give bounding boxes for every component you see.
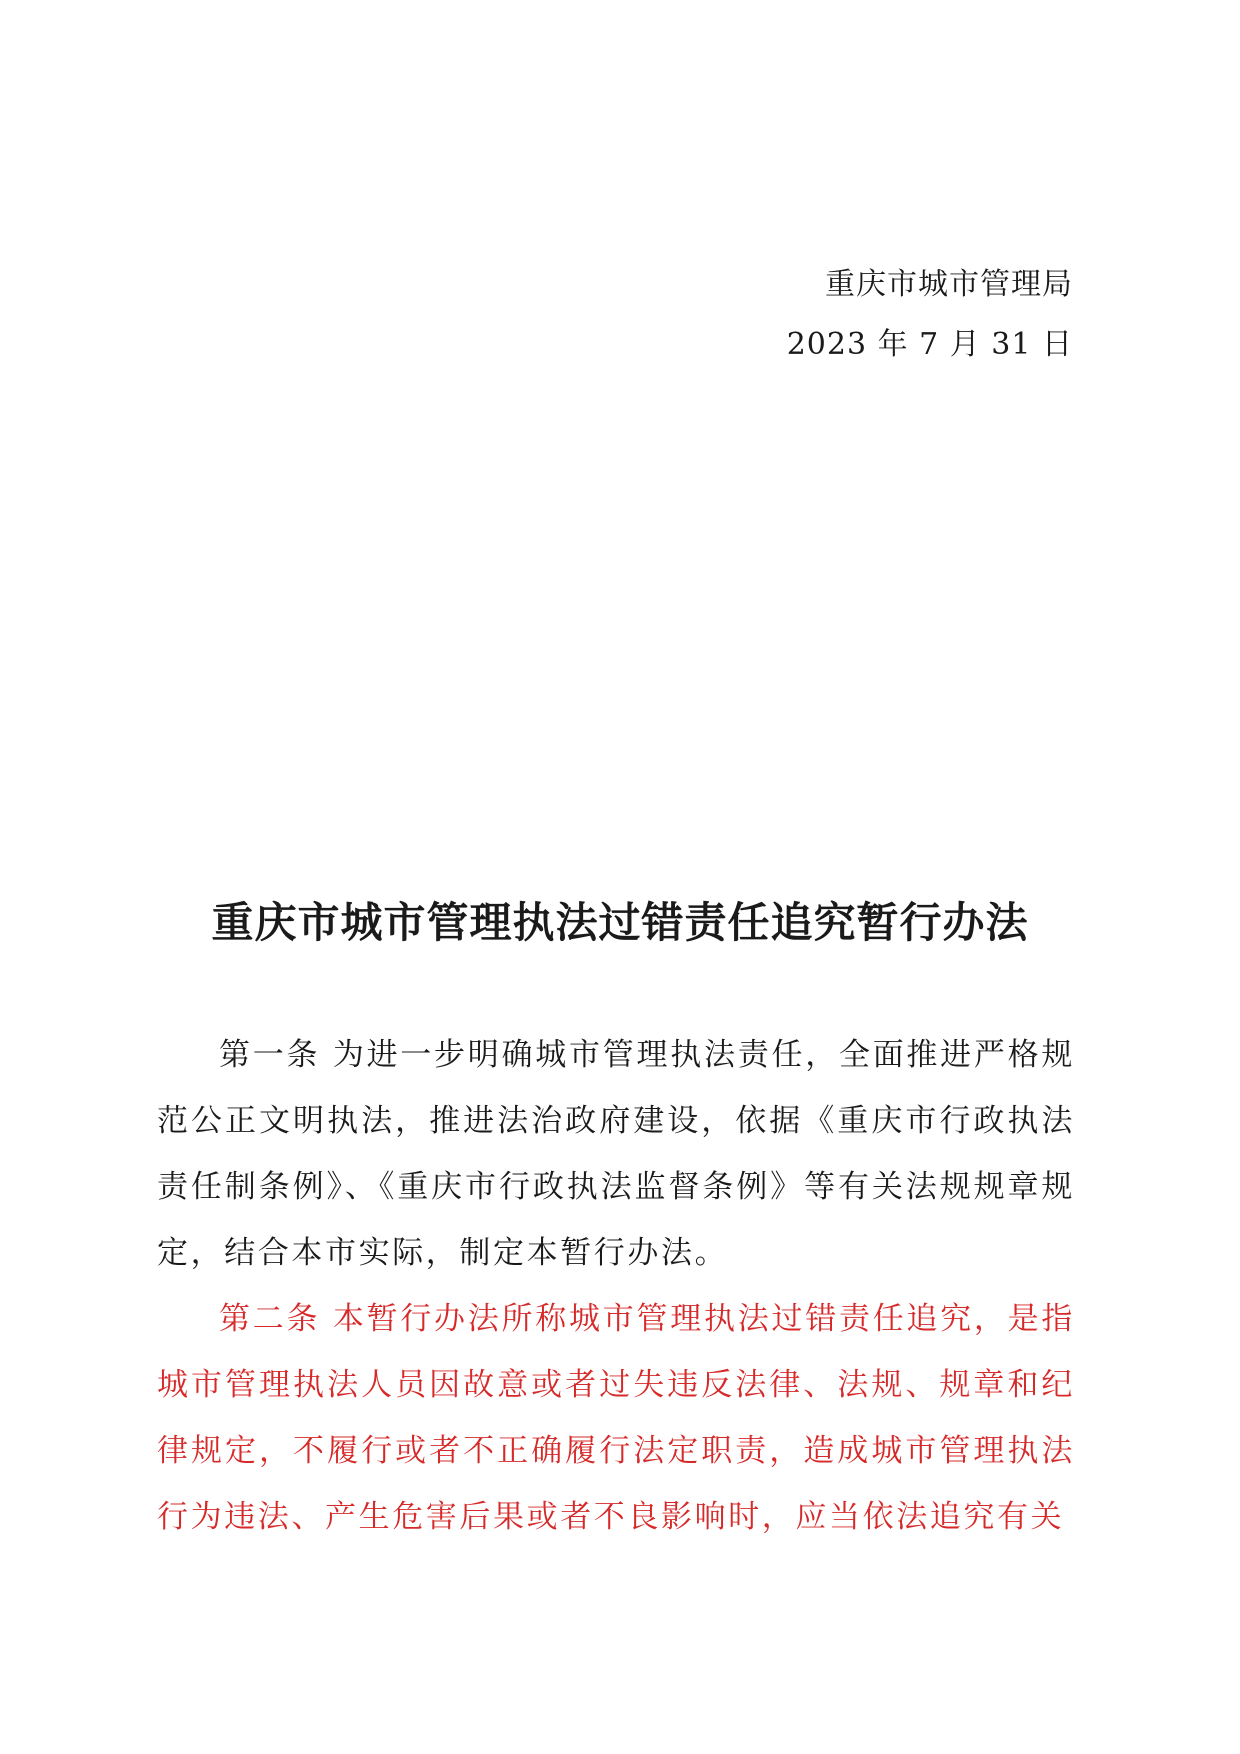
article-1-paragraph: 第一条 为进一步明确城市管理执法责任，全面推进严格规范公正文明执法，推进法治政府建设，依据《重庆市行政执法责任制条例》、《重庆市行政执法监督条例》等有关法规规章规定，结合本市实际，制定本暂行办法。 — [157, 1037, 1075, 1271]
document-body — [157, 1022, 1075, 1550]
issue-date: 2023 年 7 月 31 日 — [786, 327, 1073, 362]
article-2-paragraph: 第二条 本暂行办法所称城市管理执法过错责任追究，是指城市管理执法人员因故意或者过失违反法律、法规、规章和纪律规定，不履行或者不正确履行法定职责，造成城市管理执法行为违法、产生危害后果或者不良影响时，应当依法追究有关 — [157, 1301, 1075, 1535]
issuer-name: 重庆市城市管理局 — [825, 267, 1073, 302]
document-title: 重庆市城市管理执法过错责任追究暂行办法 — [211, 898, 1029, 947]
signature-block — [787, 255, 1073, 375]
